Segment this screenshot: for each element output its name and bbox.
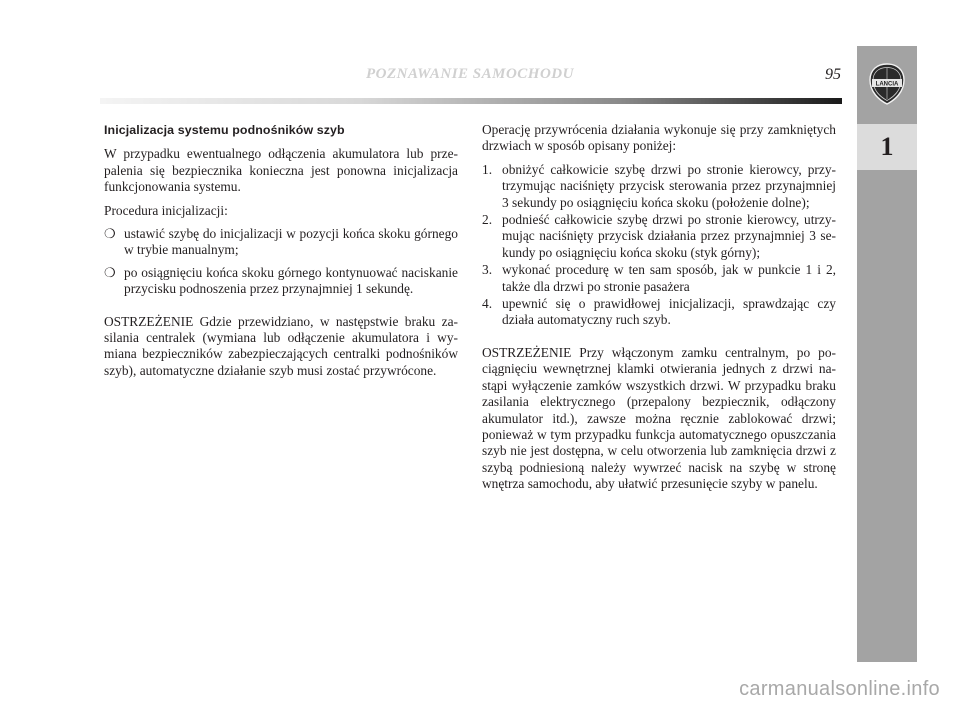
- chapter-number: 1: [857, 124, 917, 170]
- list-item: [104, 226, 458, 259]
- bullet-icon: ❍: [104, 226, 116, 242]
- list-item: [482, 296, 836, 329]
- header-divider: [100, 98, 842, 104]
- list-number: 3.: [482, 262, 493, 278]
- watermark-text: carmanualsonline.info: [739, 678, 940, 700]
- intro-paragraph: W przypadku ewentualnego odłączenia akumulatora lub przepalenia się bezpiecznika konieczna jest ponowna inicjalizacja funkcjonowania systemu.: [104, 146, 458, 195]
- list-item: [482, 212, 836, 261]
- list-item-text: wykonać procedurę w ten sam sposób, jak w punkcie 1 i 2, także dla drzwi po stronie pasażera: [502, 262, 836, 294]
- page-number: 95: [825, 66, 841, 83]
- svg-text:LANCIA: LANCIA: [875, 81, 899, 88]
- procedure-label: Procedura inicjalizacji:: [104, 202, 228, 218]
- list-item-text: podnieść całkowicie szybę drzwi po stronie kierowcy, utrzymując naciśnięty przycisk działania przez przynajmniej 3 sekundy po osiągnięciu końca skoku (styk górny);: [502, 212, 836, 260]
- list-item-text: po osiągnięciu końca skoku górnego kontynuować naciskanie przycisku podnoszenia przez przynajmniej 1 sekundę.: [124, 264, 458, 297]
- list-number: 2.: [482, 212, 493, 228]
- list-item: [482, 262, 836, 295]
- warning-paragraph: OSTRZEŻENIE Gdzie przewidziano, w następstwie braku zasilania centralek (wymiana lub odłączenie akumulatora i wymiana bezpieczników zabezpieczających centralki podnośników szyb), automatyczne działanie szyb musi zostać przywrócone.: [104, 313, 458, 378]
- bullet-icon: ❍: [104, 264, 116, 280]
- brand-logo: [857, 46, 917, 122]
- section-heading: Inicjalizacja systemu podnośników szyb: [104, 123, 345, 137]
- list-number: 1.: [482, 161, 493, 177]
- warning-paragraph: OSTRZEŻENIE Przy włączonym zamku centralnym, po pociągnięciu wewnętrznej klamki otwierania jednych z drzwi nastąpi wyłączenie zamków wszystkich drzwi. W przypadku braku zasilania elektrycznego (przepalony bezpiecznik, odłączony akumulator itd.), zawsze można ręcznie zablokować drzwi; ponieważ w tym przypadku funkcja automatycznego opuszczania szyb nie jest dostępna, w celu otworzenia lub zamknięcia drzwi z szybą podniesioną należy wywrzeć nacisk na szybę w stronę wnętrza samochodu, aby ułatwić przesunięcie szyby w panelu.: [482, 344, 836, 492]
- intro-paragraph: Operację przywrócenia działania wykonuje się przy zamkniętych drzwiach w sposób opisany poniżej:: [482, 122, 836, 154]
- lancia-logo-icon: [867, 62, 907, 106]
- list-item-text: obniżyć całkowicie szybę drzwi po stronie kierowcy, przytrzymując naciśnięty przycisk sterowania przez przynajmniej 3 sekundy po osiągnięciu końca skoku (położenie dolne);: [502, 161, 836, 210]
- running-header-title: POZNAWANIE SAMOCHODU: [366, 66, 574, 82]
- list-item: [482, 162, 836, 211]
- left-column: [104, 122, 458, 379]
- list-item-text: upewnić się o prawidłowej inicjalizacji, sprawdzając czy działa automatyczny ruch szyb.: [502, 296, 836, 328]
- right-column: [482, 122, 836, 493]
- list-number: 4.: [482, 296, 493, 312]
- list-item-text: ustawić szybę do inicjalizacji w pozycji końca skoku górnego w trybie manualnym;: [124, 226, 458, 258]
- list-item: [104, 265, 458, 298]
